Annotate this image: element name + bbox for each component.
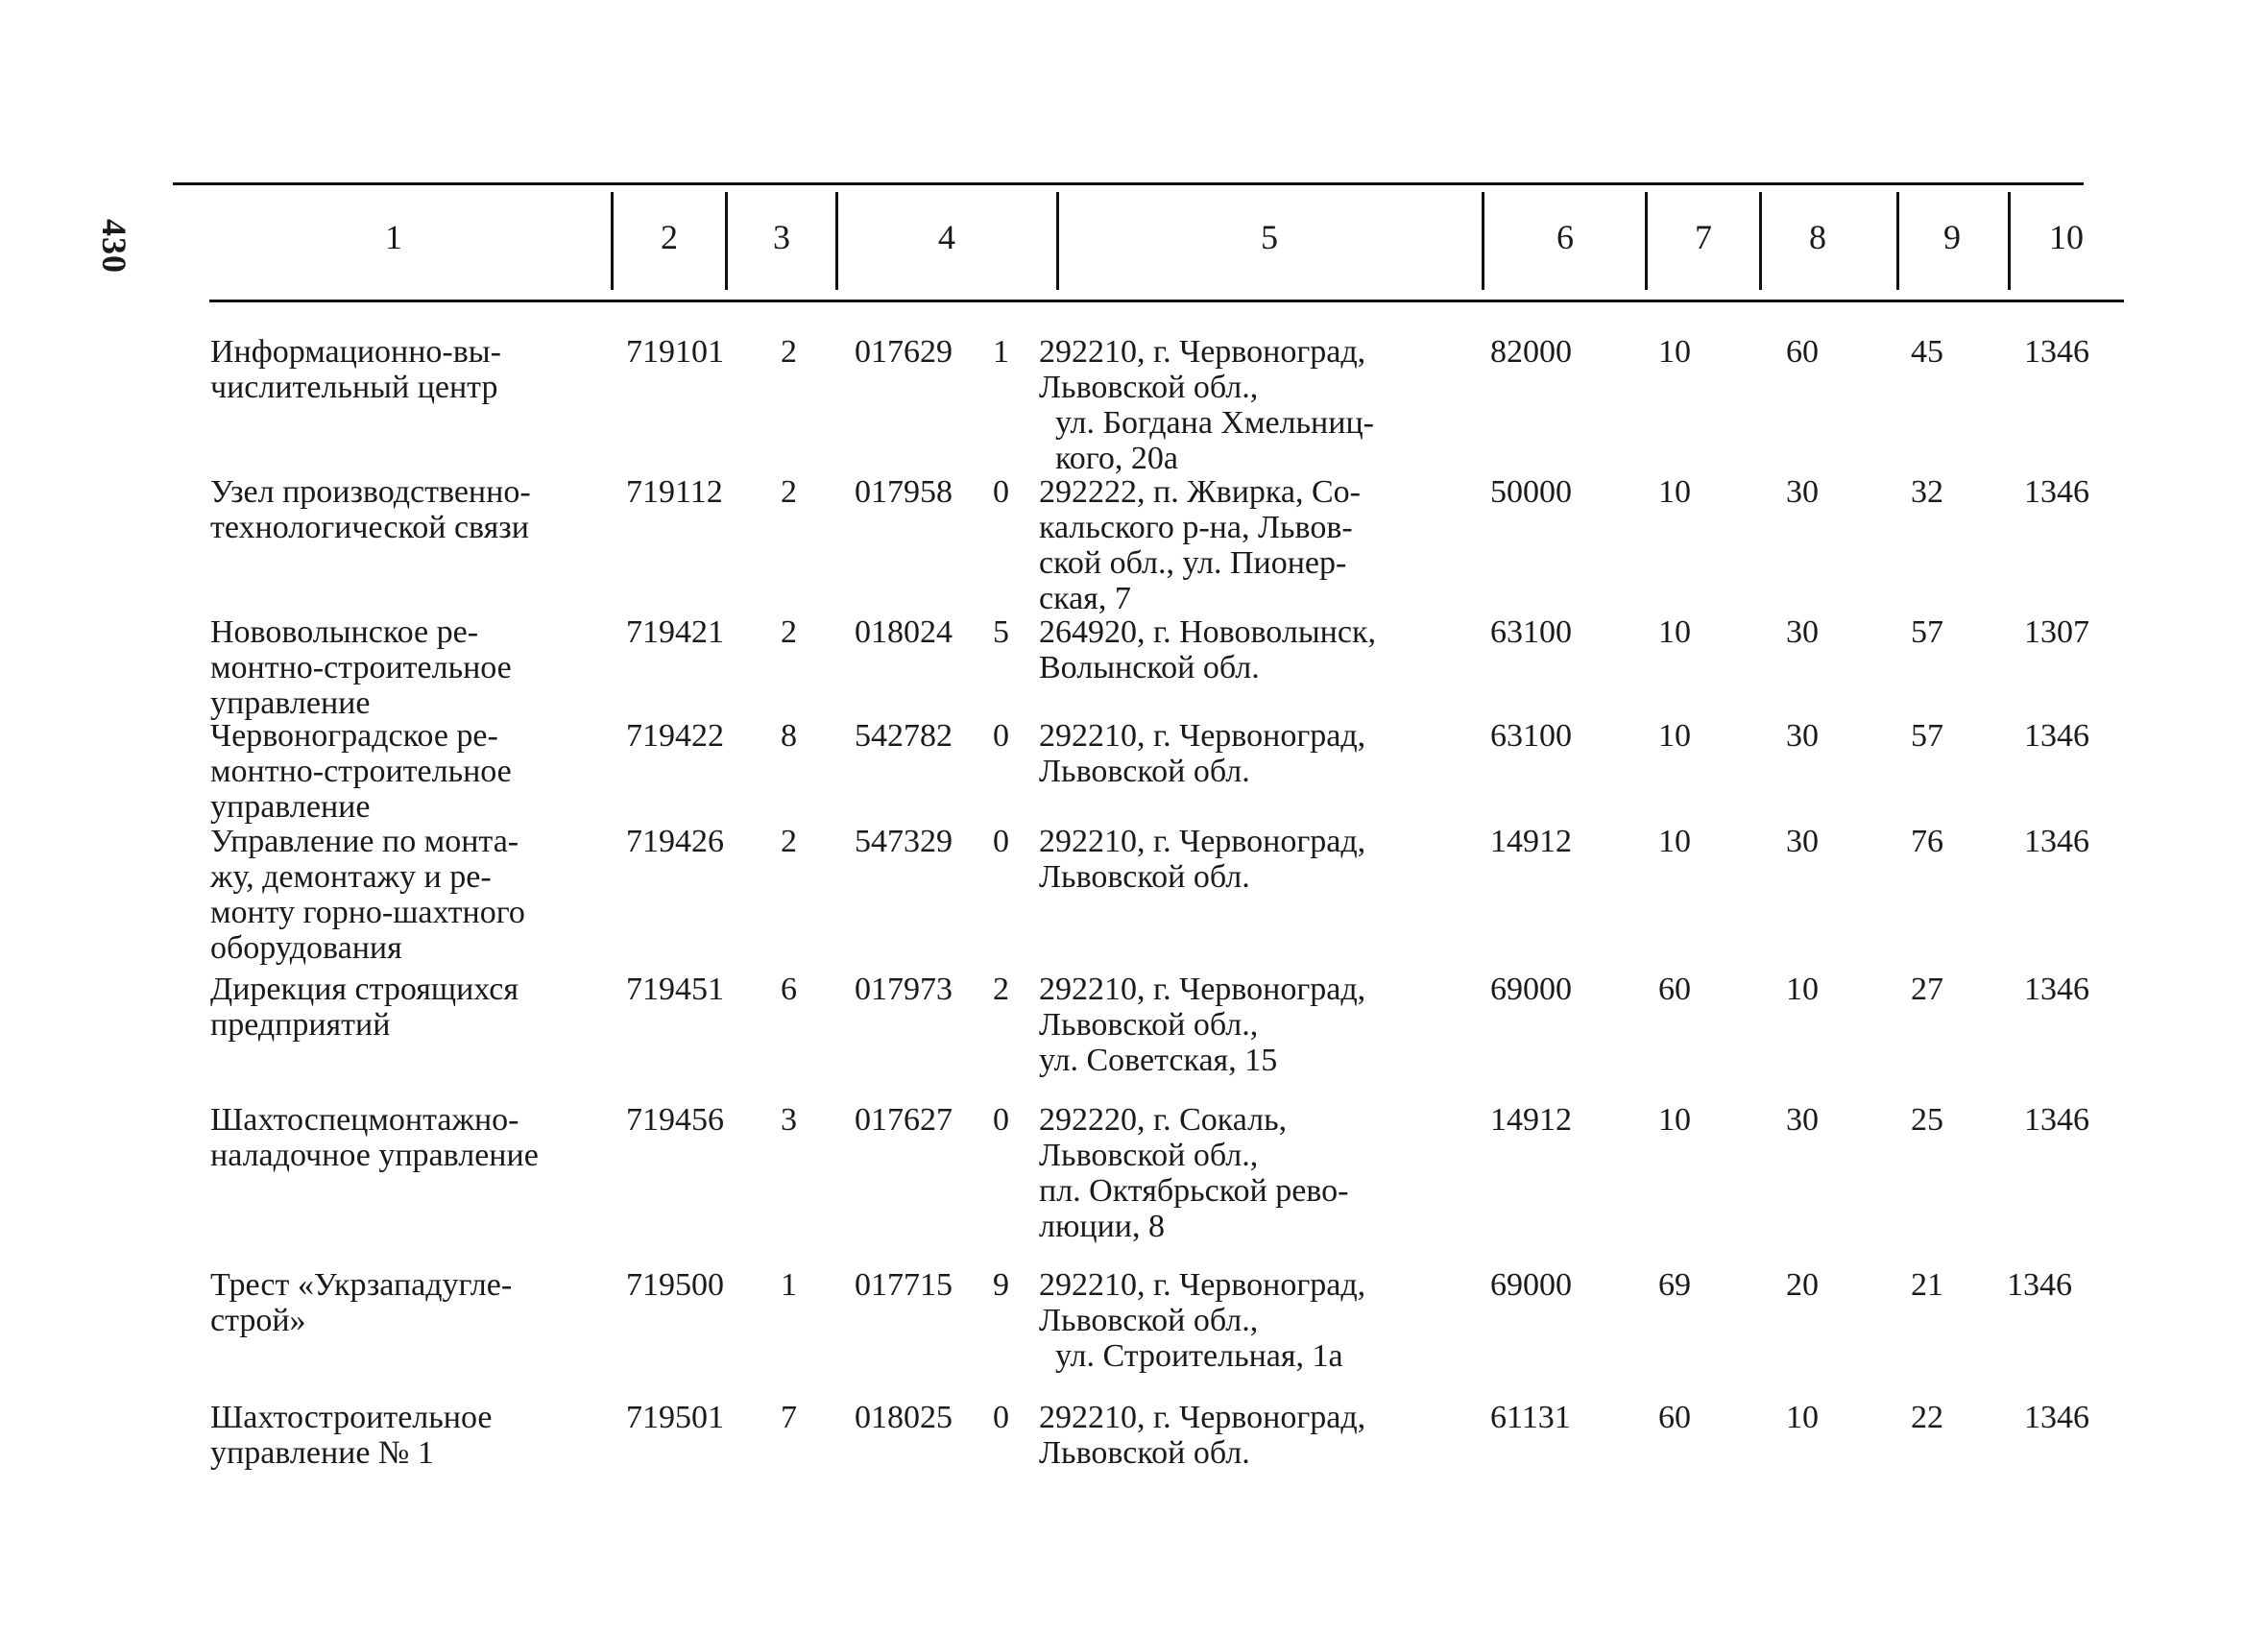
header-divider bbox=[725, 192, 728, 290]
address: 292210, г. Червоноград, Львовской обл. bbox=[1039, 1400, 1366, 1471]
address: 292220, г. Сокаль, Львовской обл., пл. Октябрьской рево- люции, 8 bbox=[1039, 1102, 1349, 1244]
org-name: Трест «Укрзападугле- строй» bbox=[210, 1267, 513, 1338]
check-digit: 9 bbox=[993, 1267, 1009, 1303]
org-code: 719101 bbox=[626, 334, 724, 370]
col6-value: 82000 bbox=[1490, 334, 1572, 370]
check-digit: 0 bbox=[993, 1400, 1009, 1435]
col3-value: 8 bbox=[781, 718, 797, 754]
org-name: Нововолынское ре- монтно-строительное управление bbox=[210, 614, 512, 721]
okpo-code: 017627 bbox=[855, 1102, 953, 1138]
page-number: 430 bbox=[95, 219, 133, 274]
col9-value: 76 bbox=[1911, 824, 1943, 859]
col9-value: 25 bbox=[1911, 1102, 1943, 1138]
col7-value: 10 bbox=[1658, 474, 1691, 510]
check-digit: 0 bbox=[993, 718, 1009, 754]
column-header-6: 6 bbox=[1556, 218, 1574, 256]
col6-value: 69000 bbox=[1490, 972, 1572, 1007]
okpo-code: 017958 bbox=[855, 474, 953, 510]
okpo-code: 017629 bbox=[855, 334, 953, 370]
column-header-8: 8 bbox=[1809, 218, 1826, 256]
col7-value: 10 bbox=[1658, 824, 1691, 859]
okpo-code: 542782 bbox=[855, 718, 953, 754]
col6-value: 14912 bbox=[1490, 824, 1572, 859]
col7-value: 60 bbox=[1658, 1400, 1691, 1435]
check-digit: 1 bbox=[993, 334, 1009, 370]
col9-value: 32 bbox=[1911, 474, 1943, 510]
org-name: Червоноградское ре- монтно-строительное управление bbox=[210, 718, 512, 825]
header-divider bbox=[2008, 192, 2011, 290]
col8-value: 20 bbox=[1786, 1267, 1819, 1303]
check-digit: 2 bbox=[993, 972, 1009, 1007]
column-header-7: 7 bbox=[1695, 218, 1712, 256]
col10-value: 1346 bbox=[2024, 1102, 2089, 1138]
org-code: 719426 bbox=[626, 824, 724, 859]
col6-value: 50000 bbox=[1490, 474, 1572, 510]
okpo-code: 017715 bbox=[855, 1267, 953, 1303]
col8-value: 30 bbox=[1786, 718, 1819, 754]
address: 292210, г. Червоноград, Львовской обл., ул. Строительная, 1а bbox=[1039, 1267, 1366, 1374]
header-divider bbox=[1896, 192, 1899, 290]
col10-value: 1346 bbox=[2024, 334, 2089, 370]
column-header-10: 10 bbox=[2049, 218, 2084, 256]
col8-value: 30 bbox=[1786, 1102, 1819, 1138]
column-header-3: 3 bbox=[773, 218, 790, 256]
col9-value: 57 bbox=[1911, 614, 1943, 650]
okpo-code: 018024 bbox=[855, 614, 953, 650]
header-divider bbox=[1645, 192, 1648, 290]
header-divider bbox=[1482, 192, 1484, 290]
check-digit: 0 bbox=[993, 1102, 1009, 1138]
col3-value: 2 bbox=[781, 334, 797, 370]
col7-value: 10 bbox=[1658, 1102, 1691, 1138]
col10-value: 1346 bbox=[2024, 474, 2089, 510]
col8-value: 60 bbox=[1786, 334, 1819, 370]
col8-value: 30 bbox=[1786, 824, 1819, 859]
col10-value: 1346 bbox=[2007, 1267, 2072, 1303]
col8-value: 30 bbox=[1786, 474, 1819, 510]
org-name: Шахтостроительное управление № 1 bbox=[210, 1400, 493, 1471]
okpo-code: 547329 bbox=[855, 824, 953, 859]
check-digit: 0 bbox=[993, 474, 1009, 510]
col10-value: 1346 bbox=[2024, 824, 2089, 859]
col3-value: 2 bbox=[781, 614, 797, 650]
org-code: 719451 bbox=[626, 972, 724, 1007]
col3-value: 7 bbox=[781, 1400, 797, 1435]
address: 264920, г. Нововолынск, Волынской обл. bbox=[1039, 614, 1376, 685]
address: 292210, г. Червоноград, Львовской обл., ул. Богдана Хмельниц- кого, 20а bbox=[1039, 334, 1374, 476]
col3-value: 2 bbox=[781, 824, 797, 859]
check-digit: 5 bbox=[993, 614, 1009, 650]
col6-value: 14912 bbox=[1490, 1102, 1572, 1138]
column-header-4: 4 bbox=[938, 218, 955, 256]
org-code: 719422 bbox=[626, 718, 724, 754]
col3-value: 1 bbox=[781, 1267, 797, 1303]
col6-value: 69000 bbox=[1490, 1267, 1572, 1303]
okpo-code: 017973 bbox=[855, 972, 953, 1007]
column-header-5: 5 bbox=[1261, 218, 1278, 256]
org-name: Информационно-вы- числительный центр bbox=[210, 334, 501, 405]
column-header-2: 2 bbox=[661, 218, 678, 256]
col3-value: 6 bbox=[781, 972, 797, 1007]
col9-value: 22 bbox=[1911, 1400, 1943, 1435]
col10-value: 1346 bbox=[2024, 972, 2089, 1007]
col8-value: 10 bbox=[1786, 972, 1819, 1007]
header-divider bbox=[1759, 192, 1762, 290]
check-digit: 0 bbox=[993, 824, 1009, 859]
org-code: 719456 bbox=[626, 1102, 724, 1138]
org-code: 719501 bbox=[626, 1400, 724, 1435]
org-code: 719421 bbox=[626, 614, 724, 650]
org-name: Дирекция строящихся предприятий bbox=[210, 972, 519, 1043]
col8-value: 10 bbox=[1786, 1400, 1819, 1435]
col9-value: 57 bbox=[1911, 718, 1943, 754]
col7-value: 10 bbox=[1658, 614, 1691, 650]
address: 292210, г. Червоноград, Львовской обл., ул. Советская, 15 bbox=[1039, 972, 1366, 1078]
org-name: Узел производственно- технологической связи bbox=[210, 474, 531, 545]
col8-value: 30 bbox=[1786, 614, 1819, 650]
header-divider bbox=[835, 192, 838, 290]
address: 292210, г. Червоноград, Львовской обл. bbox=[1039, 718, 1366, 789]
org-code: 719112 bbox=[626, 474, 723, 510]
col9-value: 27 bbox=[1911, 972, 1943, 1007]
col6-value: 63100 bbox=[1490, 718, 1572, 754]
address: 292222, п. Жвирка, Со- кальского р-на, Львов- ской обл., ул. Пионер- ская, 7 bbox=[1039, 474, 1362, 616]
col3-value: 2 bbox=[781, 474, 797, 510]
header-divider bbox=[611, 192, 614, 290]
column-header-9: 9 bbox=[1943, 218, 1961, 256]
col9-value: 21 bbox=[1911, 1267, 1943, 1303]
col9-value: 45 bbox=[1911, 334, 1943, 370]
okpo-code: 018025 bbox=[855, 1400, 953, 1435]
col3-value: 3 bbox=[781, 1102, 797, 1138]
col10-value: 1346 bbox=[2024, 1400, 2089, 1435]
table-top-rule bbox=[173, 182, 2084, 185]
org-code: 719500 bbox=[626, 1267, 724, 1303]
col7-value: 10 bbox=[1658, 718, 1691, 754]
col6-value: 63100 bbox=[1490, 614, 1572, 650]
col7-value: 60 bbox=[1658, 972, 1691, 1007]
address: 292210, г. Червоноград, Львовской обл. bbox=[1039, 824, 1366, 895]
col10-value: 1307 bbox=[2024, 614, 2089, 650]
header-divider bbox=[1056, 192, 1059, 290]
col10-value: 1346 bbox=[2024, 718, 2089, 754]
org-name: Шахтоспецмонтажно- наладочное управление bbox=[210, 1102, 539, 1173]
col6-value: 61131 bbox=[1490, 1400, 1571, 1435]
col7-value: 10 bbox=[1658, 334, 1691, 370]
col7-value: 69 bbox=[1658, 1267, 1691, 1303]
table-header-bottom-rule bbox=[209, 300, 2124, 302]
column-header-1: 1 bbox=[385, 218, 402, 256]
org-name: Управление по монта- жу, демонтажу и ре- монту горно-шахтного оборудования bbox=[210, 824, 525, 966]
